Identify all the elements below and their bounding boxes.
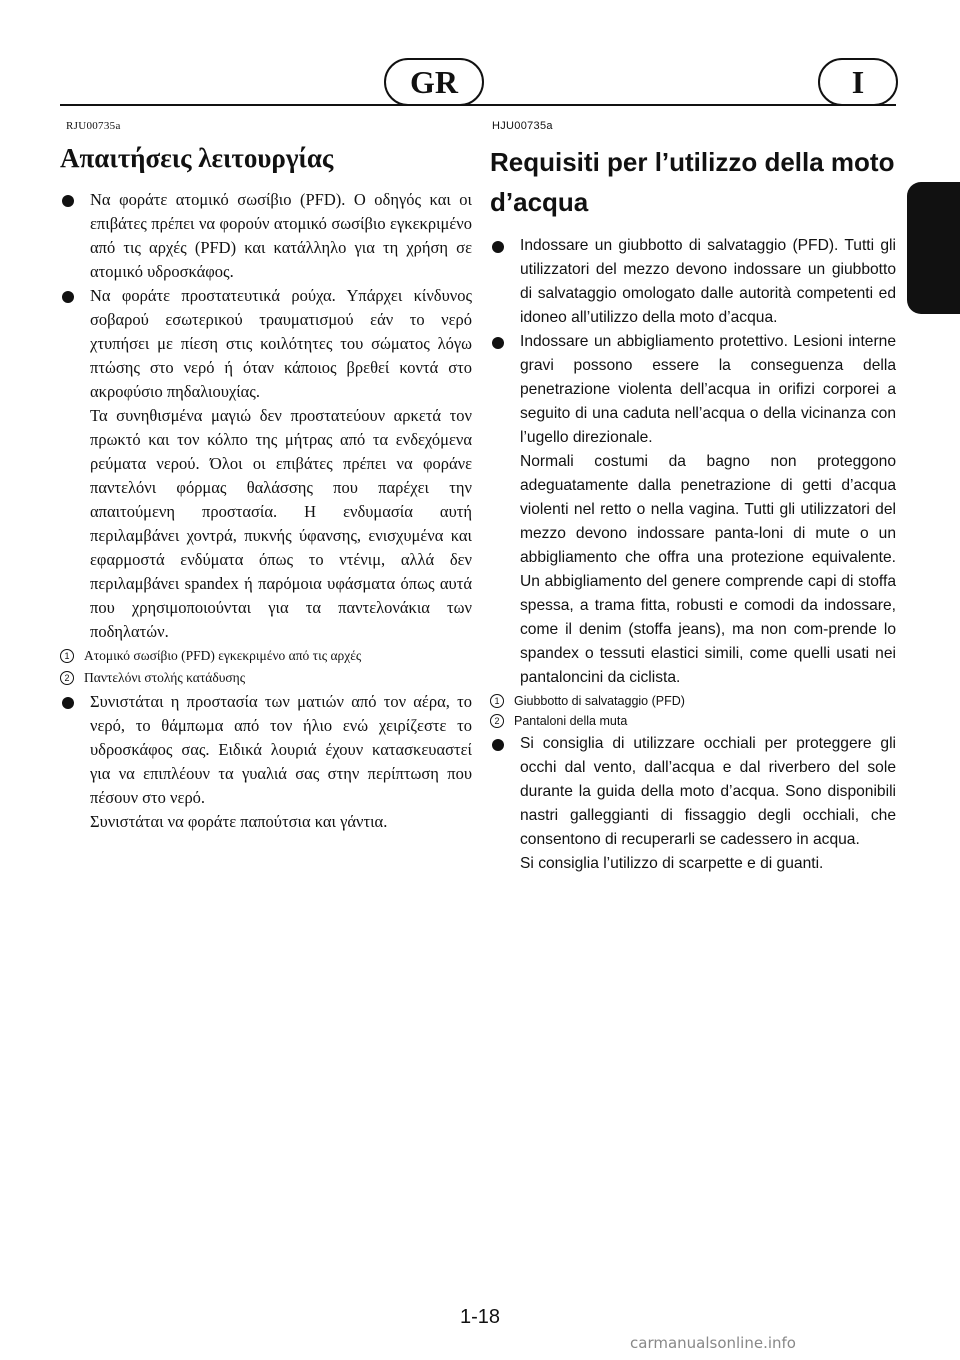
note-number-icon: 1: [490, 694, 504, 708]
bullet-continuation: Συνιστάται να φοράτε παπούτσια και γάντια.: [90, 812, 388, 831]
bullet-continuation: Τα συνηθισμένα μαγιώ δεν προστατεύουν αρκετά τον πρωκτό και τον κόλπο της μήτρας από τα ενδεχόμενα ρεύματα νερού. Όλοι οι επιβάτες πρέπει να φοράνε παντελόνι φόρμας θαλάσσης που παρέχει την απαιτούμενη προστασία. Η ενδυμασία αυτή περιλαμβάνει χοντρά, πυκνής ύφανσης, ενισχυμένα και εφαρμοστά ενδύματα όπως το ντένιμ, αλλά δεν περιλαμβάνει spandex ή παρόμοια υφάσματα όπως αυτά που χρησιμοποιούνται για τα παντελονάκια των ποδηλατών.: [90, 406, 472, 641]
bullet-item: [490, 732, 896, 876]
bullet-icon: [492, 241, 504, 253]
bullet-item: [490, 330, 896, 690]
section-code: HJU00735a: [492, 120, 553, 132]
header-rule: [60, 104, 896, 106]
section-title: Requisiti per l’utilizzo della moto d’acqua: [490, 147, 895, 217]
bullet-icon: [492, 337, 504, 349]
bullet-item: [60, 188, 472, 284]
bullet-item: [60, 284, 472, 644]
section-title: Απαιτήσεις λειτουργίας: [60, 143, 334, 173]
note-number-icon: 2: [60, 671, 74, 685]
italian-column: [490, 120, 896, 876]
bullet-icon: [62, 291, 74, 303]
note-number-icon: 1: [60, 649, 74, 663]
note-text: Giubbotto di salvataggio (PFD): [514, 694, 685, 708]
figure-note: [60, 668, 472, 688]
note-text: Pantaloni della muta: [514, 714, 628, 728]
watermark-text: carmanualsonline.info: [630, 1334, 796, 1352]
bullet-item: [490, 234, 896, 330]
bullet-icon: [62, 195, 74, 207]
figure-note: [490, 692, 896, 710]
bullet-text: Si consiglia di utilizzare occhiali per proteggere gli occhi dal vento, dall’acqua e dal riverbero del sole durante la guida della moto d’acqua. Sono disponibili nastri galleggianti di fissaggio degli occhiali, che consentono di recuperarli se cadessero in acqua.: [520, 735, 896, 848]
bullet-text: Indossare un abbigliamento protettivo. Lesioni interne gravi possono essere la conseguenza della penetrazione violenta dell’acqua in orifizi corporei a seguito di una caduta nell’acqua o della vicinanza con l’ugello direzionale.: [520, 333, 896, 446]
page-number: 1-18: [459, 1306, 501, 1328]
bullet-continuation: Normali costumi da bagno non proteggono adeguatamente dalla penetrazione di getti d’acqua violenti nel retto o nella vagina. Tutti gli utilizzatori del mezzo devono indossare panta-loni di mute o un abbigliamento che offra una protezione equivalente. Un abbigliamento del genere comprende capi di stoffa spessa, a trama fitta, robusti e comodi da indossare, come il denim (stoffa jeans), ma non com-prende lo spandex o tessuti elastici simili, come quelli usati nei pantaloncini da ciclista.: [520, 453, 896, 686]
bullet-text: Συνιστάται η προστασία των ματιών από τον αέρα, το νερό, το θάμπωμα από τον ήλιο ενώ χειρίζεστε το υδροσκάφος σας. Ειδικά λουριά έχουν κατασκευαστεί για να επιπλέουν τα γυαλιά σας στην περίπτωση που πέσουν στο νερό.: [90, 692, 472, 807]
bullet-continuation: Si consiglia l’utilizzo di scarpette e di guanti.: [520, 855, 824, 872]
note-text: Παντελόνι στολής κατάδυσης: [84, 670, 246, 685]
bullet-text: Να φοράτε προστατευτικά ρούχα. Υπάρχει κίνδυνος σοβαρού εσωτερικού τραυματισμού εάν το νερό χτυπήσει με πίεση στις κοιλότητες του σώματος λόγω πτώσης στο νερό ή όταν κάποιος βρεθεί κοντά στο ακροφύσιο πηδαλιουχίας.: [90, 286, 472, 401]
bullet-text: Να φοράτε ατομικό σωσίβιο (PFD). Ο οδηγός και οι επιβάτες πρέπει να φορούν ατομικό σωσίβιο εγκεκριμένο από τις αρχές (PFD) και κατάλληλο για τη χρήση σε ατομικό υδροσκάφος.: [90, 190, 472, 281]
bullet-icon: [492, 739, 504, 751]
figure-note: [490, 712, 896, 730]
bullet-icon: [62, 697, 74, 709]
language-tab-italian: I: [818, 58, 898, 106]
greek-column: [60, 120, 472, 834]
note-text: Ατομικό σωσίβιο (PFD) εγκεκριμένο από τις αρχές: [84, 648, 362, 663]
bullet-text: Indossare un giubbotto di salvataggio (PFD). Tutti gli utilizzatori del mezzo devono indossare un giubbotto di salvataggio omologato dalle autorità competenti ed idoneo all’utilizzo della moto d’acqua.: [520, 237, 896, 326]
section-code: RJU00735a: [66, 120, 121, 132]
figure-note: [60, 646, 472, 666]
language-tab-greek: GR: [384, 58, 484, 106]
note-number-icon: 2: [490, 714, 504, 728]
bullet-item: [60, 690, 472, 834]
chapter-side-tab: [907, 182, 960, 314]
